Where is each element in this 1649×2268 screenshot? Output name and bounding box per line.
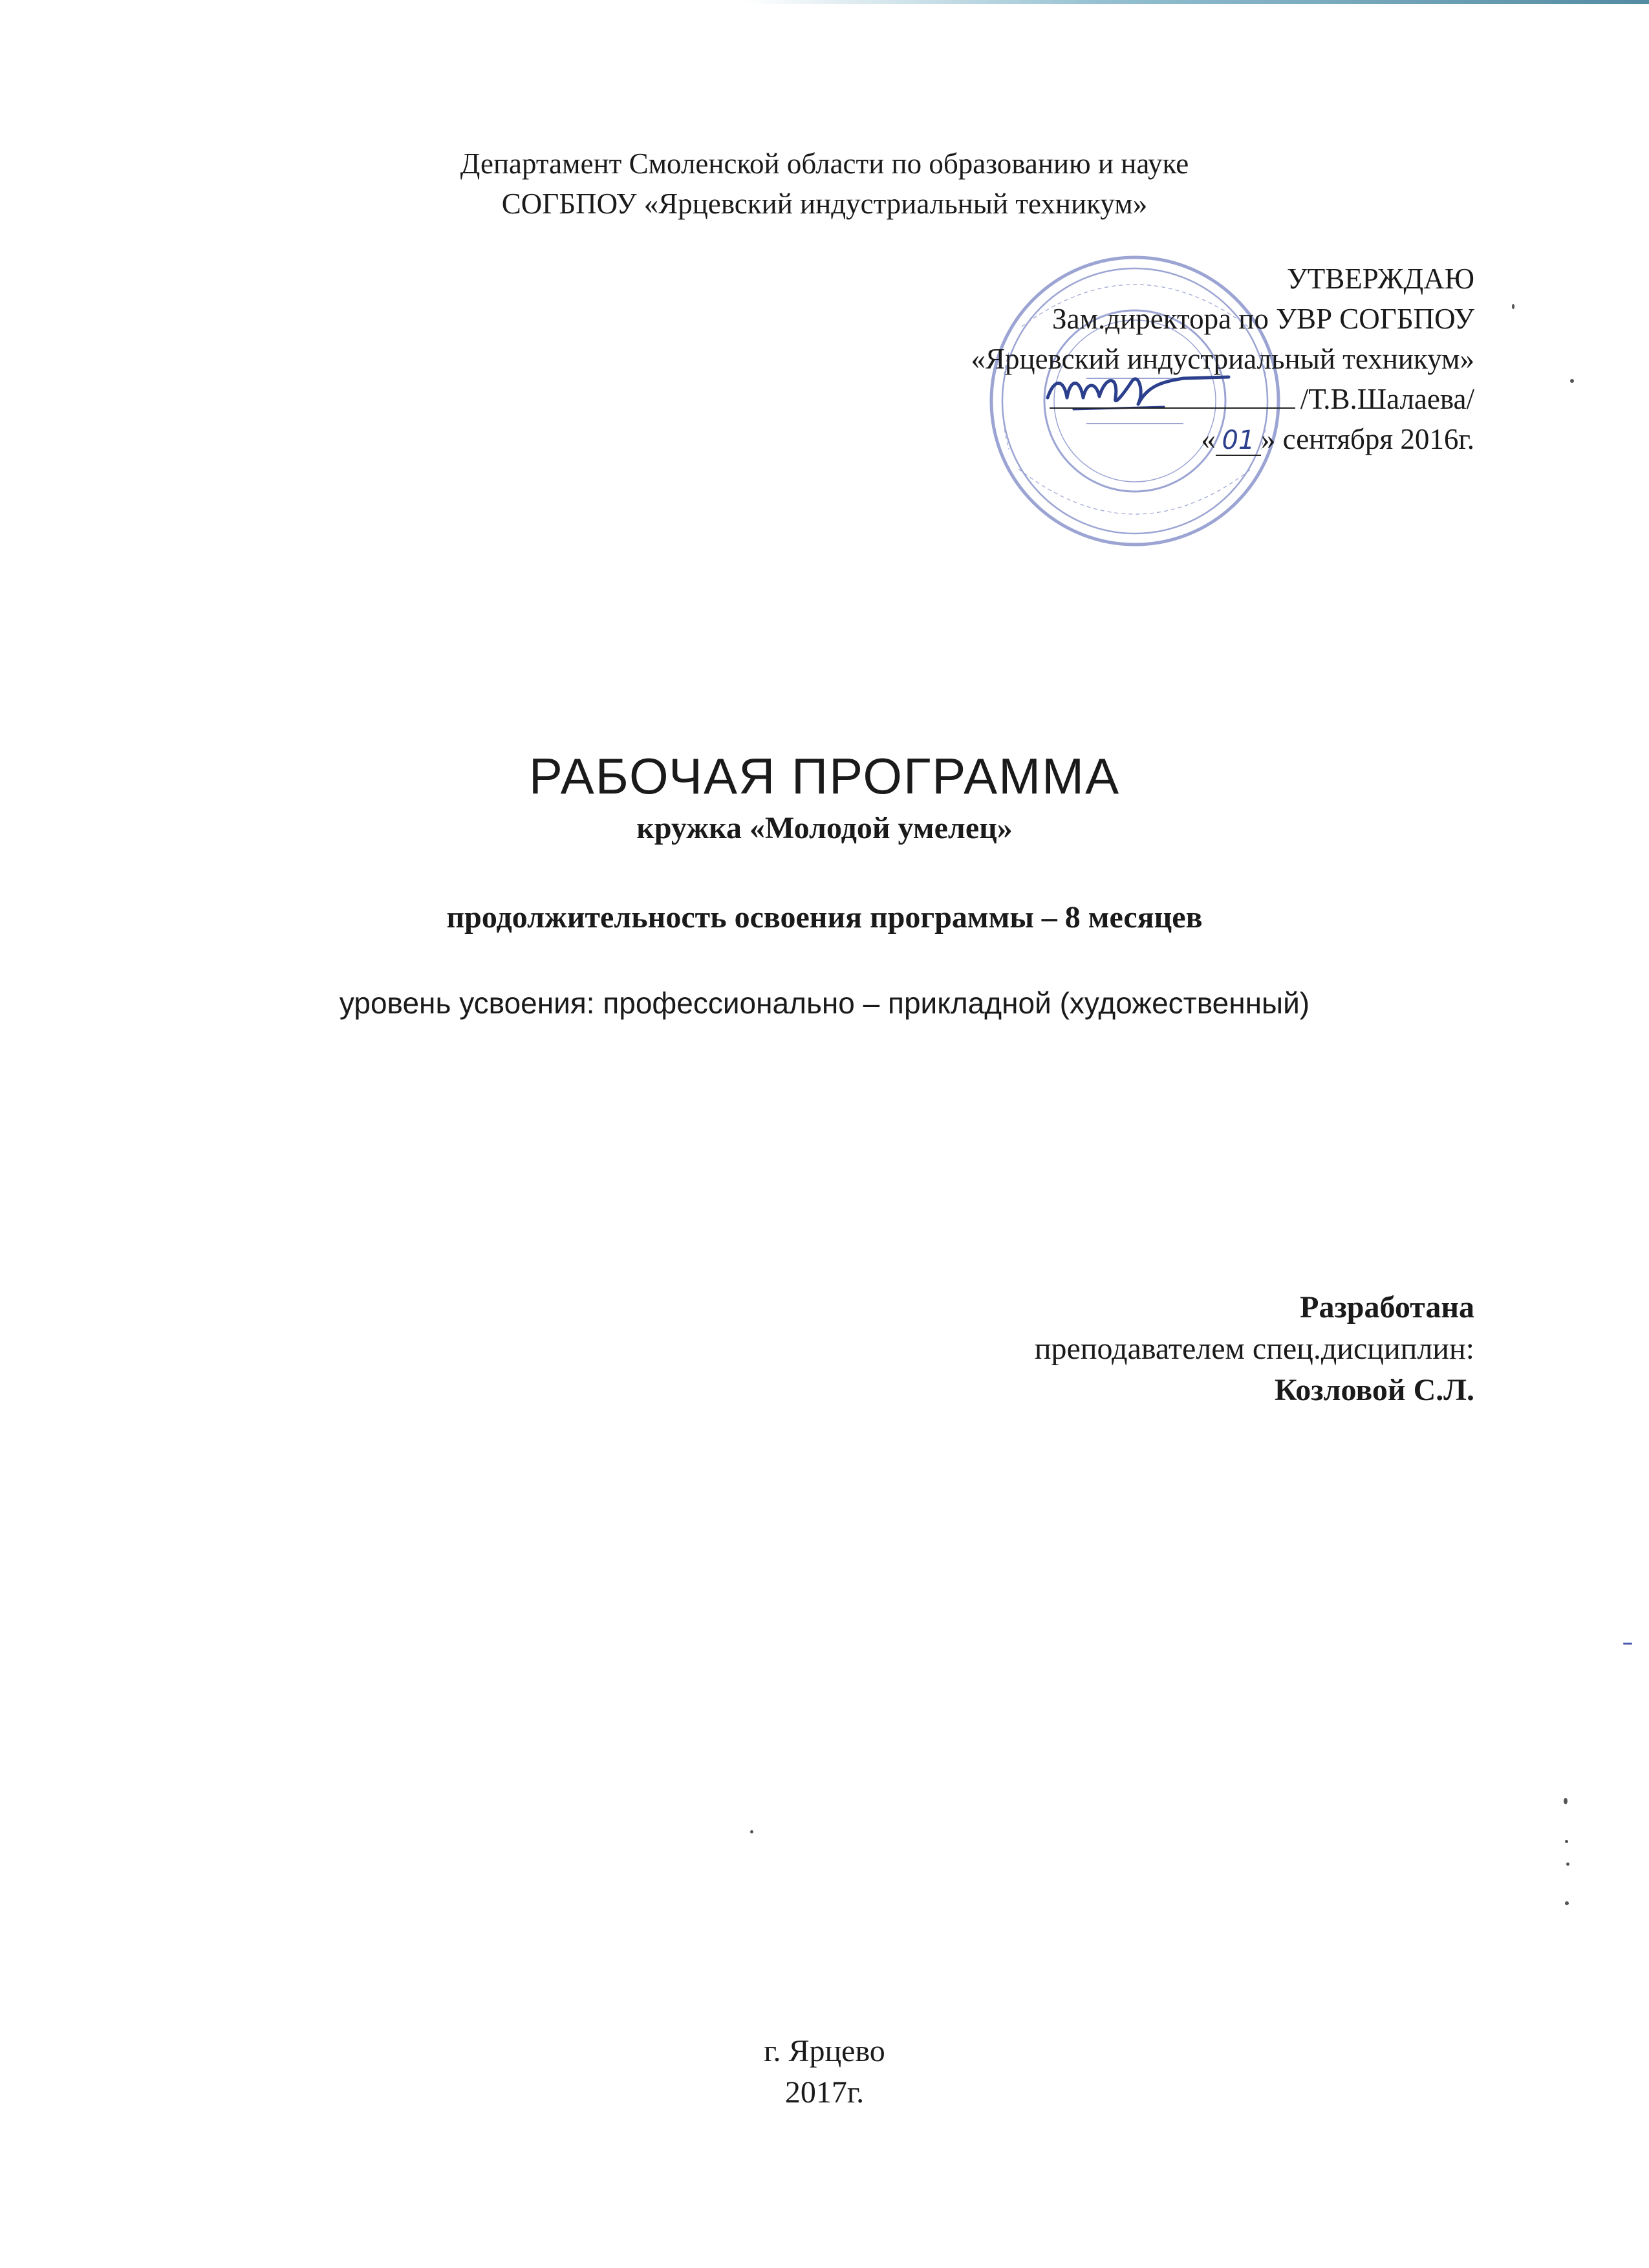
year: 2017г.: [784, 2075, 865, 2110]
scan-speck: [750, 1830, 753, 1833]
document-header: [0, 144, 1649, 224]
scan-speck: [1565, 1840, 1568, 1843]
developed-label: Разработана: [1300, 1290, 1474, 1324]
scan-speck: [1565, 1901, 1569, 1905]
city: г. Ярцево: [764, 2034, 885, 2068]
document-subtitle: кружка «Молодой умелец»: [636, 811, 1013, 845]
signatory-name: /Т.В.Шалаева/: [1300, 383, 1474, 415]
approver-position: Зам.директора по УВР СОГБПОУ: [1052, 303, 1474, 335]
scan-speck: [1570, 379, 1574, 383]
signature-blank: [1050, 382, 1295, 409]
date-open-quote: «: [1201, 423, 1216, 455]
scan-speck: [1512, 304, 1514, 309]
signature-line: [698, 379, 1474, 419]
department-name: Департамент Смоленской области по образованию и науке: [460, 147, 1189, 180]
approval-date: [698, 419, 1474, 459]
date-day: 01: [1216, 426, 1261, 456]
scan-edge-artifact: [744, 0, 1649, 4]
approval-block: [698, 259, 1474, 459]
author-role: преподавателем спец.дисциплин:: [1034, 1332, 1474, 1366]
scan-speck: [1566, 1863, 1569, 1866]
scan-speck: [1564, 1798, 1568, 1804]
institution-name: СОГБПОУ «Ярцевский индустриальный техникум»: [501, 188, 1148, 220]
title-block: [0, 744, 1649, 848]
author-name: Козловой С.Л.: [1274, 1373, 1474, 1407]
program-duration: продолжительность освоения программы – 8 месяцев: [446, 900, 1203, 934]
scan-speck: [1623, 1643, 1632, 1645]
approved-heading: УТВЕРЖДАЮ: [1286, 263, 1474, 295]
author-block: [698, 1287, 1474, 1411]
document-title: РАБОЧАЯ ПРОГРАММА: [528, 748, 1121, 805]
document-footer: [0, 2031, 1649, 2113]
approver-institution: «Ярцевский индустриальный техникум»: [971, 343, 1474, 375]
learning-level: уровень усвоения: профессионально – прикладной (художественный): [339, 986, 1310, 1020]
date-rest: » сентября 2016г.: [1260, 423, 1474, 455]
